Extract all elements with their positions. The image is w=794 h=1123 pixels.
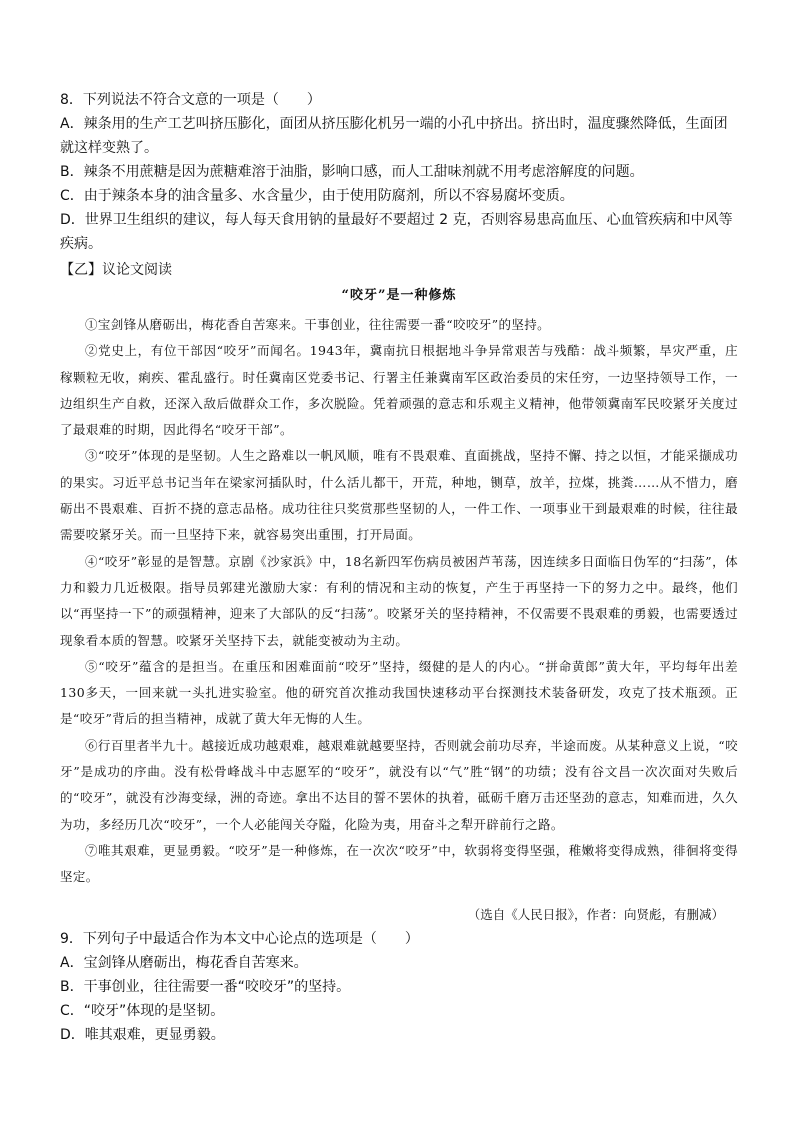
- question-9-option-d: D．唯其艰难，更显勇毅。: [60, 1026, 225, 1043]
- question-8-option-d-continued: 疾病。: [60, 236, 102, 252]
- question-8: [60, 88, 738, 256]
- question-9-stem: 9．下列句子中最适合作为本文中心论点的选项是（ ）: [60, 930, 419, 947]
- question-8-option-b: B．辣条不用蔗糖是因为蔗糖难溶于油脂，影响口感，而人工甜味剂就不用考虑溶解度的问题。: [60, 164, 644, 180]
- question-8-option-d: D．世界卫生组织的建议，每人每天食用钠的量最好不要超过 2 克，否则容易患高血压、心血管疾病和中风等: [60, 212, 733, 228]
- question-8-option-a: A．辣条用的生产工艺叫挤压膨化，面团从挤压膨化机另一端的小孔中挤出。挤出时，温度骤然降低，生面团: [60, 116, 728, 132]
- question-9-option-b: B．干事创业，往往需要一番“咬咬牙”的坚持。: [60, 978, 351, 995]
- question-9-option-c: C．“咬牙”体现的是坚韧。: [60, 1002, 225, 1019]
- article-paragraph-3: ③“咬牙”体现的是坚韧。人生之路难以一帆风顺，唯有不畏艰难、直面挑战，坚持不懈、持之以恒，才能采撷成功的果实。习近平总书记当年在梁家河插队时，什么活儿都干，开荒，种地，铡草，放羊，拉煤，挑粪……从不惜力，磨砺出不畏艰难、百折不挠的意志品格。成功往往只奖赏那些坚韧的人，一件工作、一项事业干到最艰难的时候，往往最需要咬紧牙关。而一旦坚持下来，就容易突出重围，打开局面。: [60, 448, 738, 543]
- question-8-stem: 8．下列说法不符合文意的一项是（ ）: [60, 92, 321, 108]
- question-8-option-c: C．由于辣条本身的油含量多、水含量少，由于使用防腐剂，所以不容易腐坏变质。: [60, 188, 574, 204]
- section-heading: 【乙】议论文阅读: [60, 262, 172, 278]
- question-9-option-a: A．宝剑锋从磨砺出，梅花香自苦寒来。: [60, 954, 308, 971]
- article-paragraph-4: ④“咬牙”彰显的是智慧。京剧《沙家浜》中，18名新四军伤病员被困芦苇荡，因连续多日面临日伪军的“扫荡”，体力和毅力几近极限。指导员郭建光激励大家：有利的情况和主动的恢复，产生于再坚持一下的努力之中。最终，他们以“再坚持一下”的顽强精神，迎来了大部队的反“扫荡”。咬紧牙关的坚持精神，不仅需要不畏艰难的勇毅，也需要透过现象看本质的智慧。咬紧牙关坚持下去，就能变被动为主动。: [60, 553, 738, 648]
- question-9: [60, 927, 738, 1047]
- exam-page: [60, 88, 738, 1047]
- article-paragraph-7: ⑦唯其艰难，更显勇毅。“咬牙”是一种修炼，在一次次“咬牙”中，软弱将变得坚强，稚嫩将变得成熟，徘徊将变得坚定。: [60, 842, 738, 885]
- article-paragraph-6: ⑥行百里者半九十。越接近成功越艰难，越艰难就越要坚持，否则就会前功尽弃，半途而废。从某种意义上说，“咬牙”是成功的序曲。没有松骨峰战斗中志愿军的“咬牙”，就没有以“气”胜“钢”的功绩；没有谷文昌一次次面对失败后的“咬牙”，就没有沙海变绿，洲的奇迹。拿出不达目的誓不罢休的执着，砥砺千磨万击还坚劲的意志，知难而进，久久为功，多经历几次“咬牙”，一个人必能闯关夺隘，化险为夷，用奋斗之犁开辟前行之路。: [60, 737, 738, 832]
- question-8-option-a-continued: 就这样变熟了。: [60, 140, 158, 156]
- article-paragraph-2: ②党史上，有位干部因“咬牙”而闻名。1943年，冀南抗日根据地斗争异常艰苦与残酷：战斗频繁，旱灾严重，庄稼颗粒无收，痢疾、霍乱盛行。时任冀南区党委书记、行署主任兼冀南军区政治委员的宋任穷，一边坚持领导工作，一边组织生产自救，还深入敌后做群众工作，多次脱险。凭着顽强的意志和乐观主义精神，他带领冀南军民咬紧牙关度过了最艰难的时期，因此得名“咬牙干部”。: [60, 343, 738, 438]
- article-paragraph-1: ①宝剑锋从磨砺出，梅花香自苦寒来。干事创业，往往需要一番“咬咬牙”的坚持。: [85, 317, 551, 332]
- article-paragraph-5: ⑤“咬牙”蕴含的是担当。在重压和困难面前“咬牙”坚持，缀健的是人的内心。“拼命黄郎”黄大年，平均每年出差130多天，一回来就一头扎进实验室。他的研究首次推动我国快速移动平台探测技术装备研发，攻克了技术瓶颈。正是“咬牙”背后的担当精神，成就了黄大年无悔的人生。: [60, 658, 738, 727]
- article-body: [60, 312, 738, 891]
- article-source: （选自《人民日报》，作者：向贤彪，有删减）: [467, 906, 724, 922]
- article-title: “咬牙”是一种修炼: [341, 288, 457, 303]
